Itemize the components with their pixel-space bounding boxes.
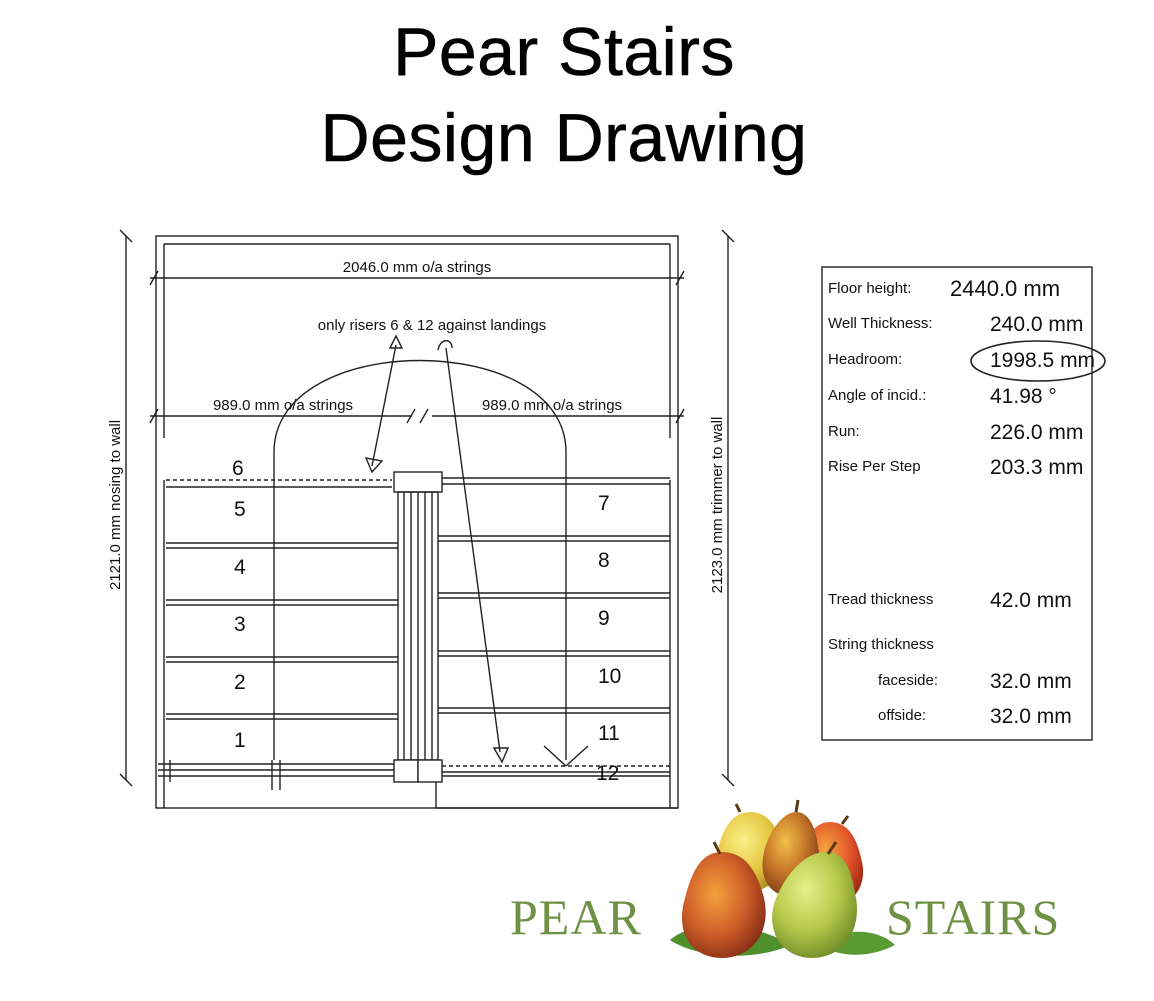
- newel-post-bottom-right: [418, 760, 442, 782]
- step-number: 6: [232, 457, 244, 480]
- spec-label: String thickness: [828, 636, 934, 653]
- step-number: 2: [234, 671, 246, 694]
- step-number: 7: [598, 492, 610, 515]
- logo-text-right: STAIRS: [886, 889, 1061, 945]
- step-number: 12: [596, 762, 620, 785]
- spec-value: 42.0 mm: [990, 589, 1072, 612]
- spec-label: Headroom:: [828, 351, 903, 368]
- spec-label: Rise Per Step: [828, 458, 921, 475]
- spec-label: Well Thickness:: [828, 315, 933, 332]
- pear-stairs-logo: [510, 800, 1060, 958]
- page-subtitle: Design Drawing: [320, 100, 808, 176]
- spec-label: Run:: [828, 423, 860, 440]
- spec-label: Angle of incid.:: [828, 387, 927, 404]
- spec-value: 1998.5 mm: [990, 349, 1096, 372]
- spec-value: 32.0 mm: [990, 670, 1072, 693]
- right-side-dimension-label: 2123.0 mm trimmer to wall: [709, 416, 726, 594]
- spec-table: [822, 267, 1105, 740]
- step-number: 10: [598, 665, 622, 688]
- left-flight-dimension-label: 989.0 mm o/a strings: [212, 397, 354, 414]
- spec-label: offside:: [878, 707, 927, 724]
- spec-value: 226.0 mm: [990, 421, 1084, 444]
- spec-value: 32.0 mm: [990, 705, 1072, 728]
- spec-value: 2440.0 mm: [950, 276, 1061, 301]
- left-side-dimension-label: 2121.0 mm nosing to wall: [107, 419, 124, 591]
- step-number: 8: [598, 549, 610, 572]
- pears-image: [670, 800, 895, 958]
- spec-label: Floor height:: [828, 280, 912, 297]
- spec-label: Tread thickness: [828, 591, 934, 608]
- landing-note: only risers 6 & 12 against landings: [317, 317, 547, 334]
- top-dimension-label: 2046.0 mm o/a strings: [342, 259, 492, 276]
- spec-value: 203.3 mm: [990, 456, 1084, 479]
- step-number: 1: [234, 729, 246, 752]
- newel-post-top: [394, 472, 442, 492]
- step-number: 9: [598, 607, 610, 630]
- spec-label: faceside:: [878, 672, 939, 689]
- newel-post-bottom-left: [394, 760, 418, 782]
- step-number: 5: [234, 498, 246, 521]
- step-number: 4: [234, 556, 246, 579]
- walking-line: [274, 361, 566, 761]
- step-number: 3: [234, 613, 246, 636]
- right-flight-dimension-label: 989.0 mm o/a strings: [481, 397, 623, 414]
- spec-value: 41.98 °: [990, 385, 1057, 408]
- step-number: 11: [598, 722, 620, 745]
- spec-value: 240.0 mm: [990, 313, 1084, 336]
- logo-text-left: PEAR: [510, 889, 642, 945]
- page-title: Pear Stairs: [393, 14, 735, 90]
